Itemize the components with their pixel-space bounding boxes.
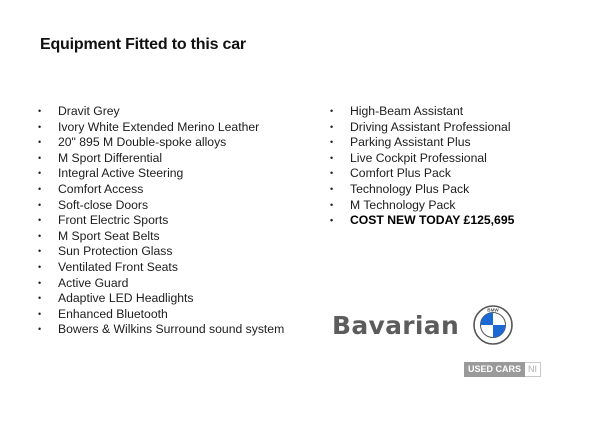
bullet-icon: •	[38, 230, 42, 241]
list-item: • Enhanced Bluetooth	[38, 306, 168, 321]
bullet-icon: •	[38, 324, 42, 335]
list-item: • M Technology Pack	[330, 197, 456, 212]
region-label: NI	[525, 362, 541, 377]
bullet-icon: •	[38, 152, 42, 163]
list-item: • Sun Protection Glass	[38, 244, 173, 259]
list-item: • Dravit Grey	[38, 104, 120, 118]
list-item: • Ventilated Front Seats	[38, 259, 178, 274]
list-item: • Adaptive LED Headlights	[38, 291, 194, 306]
list-item: • Integral Active Steering	[38, 166, 184, 181]
bmw-roundel-icon	[473, 305, 513, 345]
list-item: • Bowers & Wilkins Surround sound system	[38, 322, 285, 337]
bullet-icon: •	[38, 215, 42, 226]
page-title: Equipment Fitted to this car	[40, 36, 246, 53]
list-item: • Ivory White Extended Merino Leather	[38, 119, 260, 134]
bullet-icon: •	[38, 277, 42, 288]
list-item: • M Sport Seat Belts	[38, 228, 160, 243]
cost-new-item: • COST NEW TODAY £125,695	[330, 213, 515, 228]
bullet-icon: •	[330, 137, 334, 148]
list-item: • Active Guard	[38, 275, 129, 290]
bullet-icon: •	[330, 199, 334, 210]
bullet-icon: •	[330, 168, 334, 179]
bullet-icon: •	[330, 152, 334, 163]
bullet-icon: •	[38, 137, 42, 148]
list-item: • Front Electric Sports	[38, 213, 169, 228]
bullet-icon: •	[38, 261, 42, 272]
list-item: • Soft-close Doors	[38, 197, 149, 212]
bullet-icon: •	[330, 106, 334, 116]
used-cars-ni-badge	[464, 362, 541, 377]
bullet-icon: •	[38, 106, 42, 116]
bmw-logo-letters: BMW	[487, 307, 499, 313]
list-item: • Driving Assistant Professional	[330, 119, 511, 134]
list-item: • Comfort Plus Pack	[330, 166, 451, 181]
bullet-icon: •	[330, 121, 334, 132]
bullet-icon: •	[38, 293, 42, 304]
bavarian-wordmark: Bavarian	[332, 310, 460, 340]
list-item: • Comfort Access	[38, 181, 144, 196]
list-item: • Technology Plus Pack	[330, 181, 470, 196]
dealer-brand	[332, 305, 513, 345]
bullet-icon: •	[38, 199, 42, 210]
equipment-list-right	[330, 104, 514, 229]
list-item: • Parking Assistant Plus	[330, 135, 471, 150]
list-item: • Live Cockpit Professional	[330, 150, 487, 165]
list-item: • M Sport Differential	[38, 150, 163, 165]
bullet-icon: •	[38, 246, 42, 257]
list-item: • 20" 895 M Double-spoke alloys	[38, 135, 227, 150]
bullet-icon: •	[38, 308, 42, 319]
bullet-icon: •	[38, 183, 42, 194]
bullet-icon: •	[330, 183, 334, 194]
bullet-icon: •	[330, 215, 334, 226]
bullet-icon: •	[38, 168, 42, 179]
list-item: • High-Beam Assistant	[330, 104, 464, 118]
bullet-icon: •	[38, 121, 42, 132]
equipment-list-left	[38, 104, 284, 338]
used-cars-label: USED CARS	[464, 362, 525, 377]
